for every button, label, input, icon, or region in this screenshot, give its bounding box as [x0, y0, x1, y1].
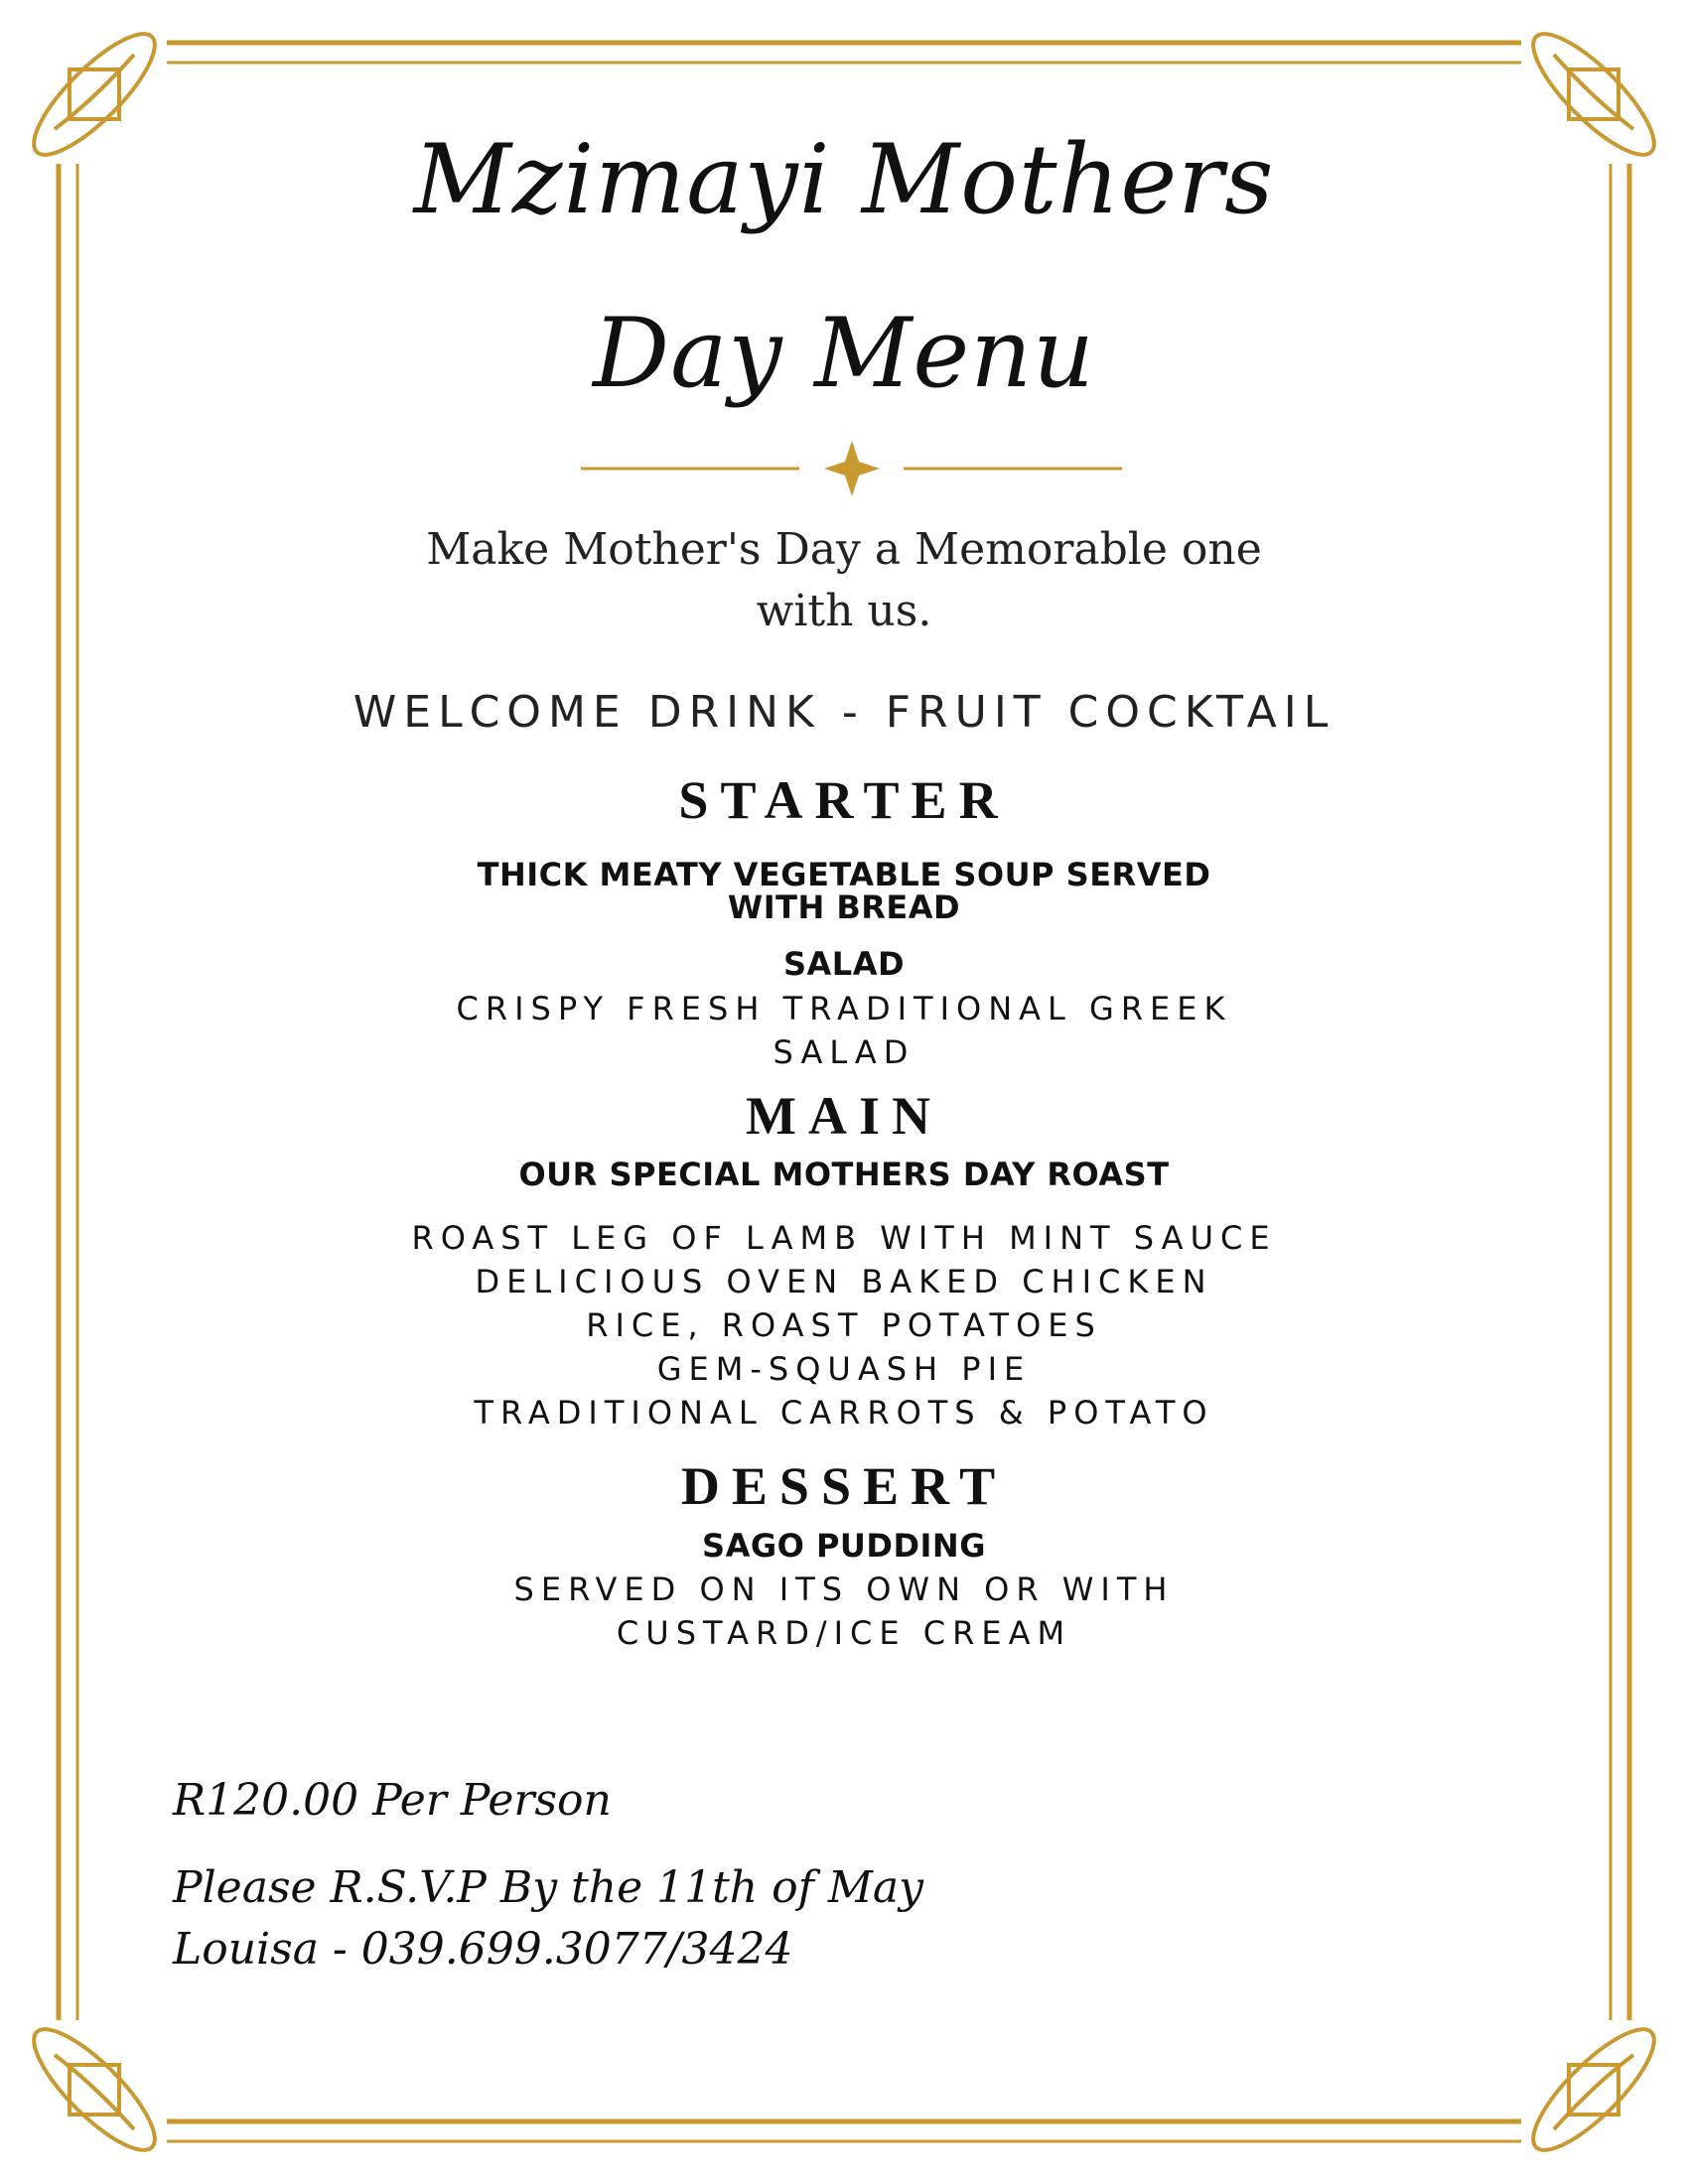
main-item: DELICIOUS OVEN BAKED CHICKEN: [475, 1263, 1213, 1300]
starter-heading: STARTER: [678, 770, 1010, 830]
main-item: TRADITIONAL CARROTS & POTATO: [474, 1394, 1214, 1432]
menu-title-line1: Mzimayi Mothers: [413, 124, 1275, 235]
corner-ornament-bottom-left-icon: [19, 2014, 171, 2166]
main-item: GEM-SQUASH PIE: [656, 1350, 1032, 1388]
welcome-drink: WELCOME DRINK - FRUIT COCKTAIL: [352, 687, 1336, 738]
starter-soup-line1: THICK MEATY VEGETABLE SOUP SERVED: [477, 856, 1211, 893]
dessert-heading: DESSERT: [680, 1456, 1008, 1516]
salad-line2: SALAD: [773, 1033, 915, 1071]
divider-star-icon: [581, 441, 1122, 496]
menu-title-line2: Day Menu: [593, 298, 1095, 409]
tagline-line1: Make Mother's Day a Memorable one: [426, 524, 1262, 575]
rsvp-note: Please R.S.V.P By the 11th of May: [173, 1862, 924, 1913]
starter-soup-line2: WITH BREAD: [727, 888, 961, 926]
main-item: RICE, ROAST POTATOES: [586, 1306, 1102, 1344]
main-subheading: OUR SPECIAL MOTHERS DAY ROAST: [518, 1156, 1170, 1193]
corner-ornament-bottom-right-icon: [1518, 2014, 1670, 2166]
main-heading: MAIN: [746, 1086, 942, 1146]
dessert-subheading: SAGO PUDDING: [702, 1527, 986, 1565]
salad-heading: SALAD: [782, 945, 906, 983]
price-per-person: R120.00 Per Person: [173, 1775, 612, 1826]
rsvp-contact: Louisa - 039.699.3077/3424: [173, 1924, 793, 1975]
tagline-line2: with us.: [756, 586, 932, 636]
dessert-line2: CUSTARD/ICE CREAM: [616, 1614, 1072, 1652]
main-item: ROAST LEG OF LAMB WITH MINT SAUCE: [411, 1219, 1277, 1257]
dessert-line1: SERVED ON ITS OWN OR WITH: [513, 1570, 1175, 1608]
salad-line1: CRISPY FRESH TRADITIONAL GREEK: [456, 990, 1232, 1027]
